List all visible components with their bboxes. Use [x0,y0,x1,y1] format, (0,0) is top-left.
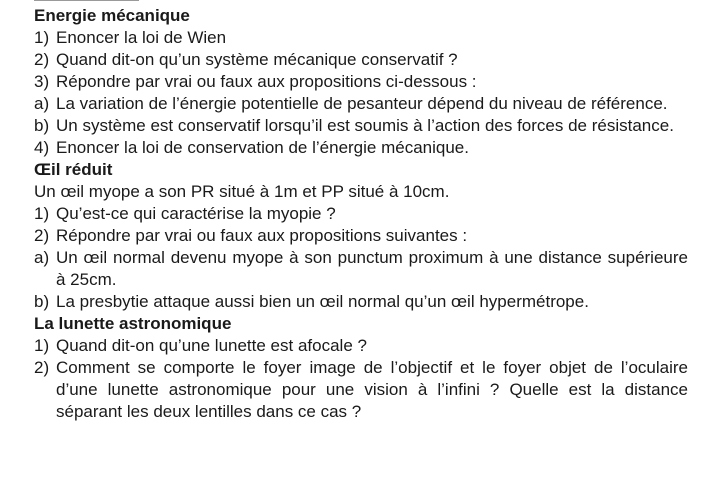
question-number: 2) [34,226,50,245]
question-number: a) [34,248,50,267]
question-number: 1) [34,336,50,355]
top-rule [34,0,139,1]
question-text: Répondre par vrai ou faux aux propositions ci-dessous : [56,72,477,91]
question-text: Enoncer la loi de conservation de l’énergie mécanique. [56,138,469,157]
question-number: b) [34,292,50,311]
question-item [34,291,688,313]
question-number: b) [34,116,50,135]
question-text: Quand dit-on qu’une lunette est afocale ? [56,336,367,355]
section-title-energie-mecanique: Energie mécanique [34,6,190,25]
question-number: 2) [34,358,50,377]
question-number: 1) [34,204,50,223]
question-item [34,225,688,247]
question-item [34,115,688,137]
question-item [34,71,688,93]
question-item [34,93,688,115]
question-item [34,203,688,225]
question-text: La variation de l’énergie potentielle de pesanteur dépend du niveau de référence. [56,94,668,113]
section-intro: Un œil myope a son PR situé à 1m et PP situé à 10cm. [34,182,450,201]
question-number: 1) [34,28,50,47]
question-text: La presbytie attaque aussi bien un œil normal qu’un œil hypermétrope. [56,292,589,311]
question-item [34,335,688,357]
exercise-sheet [34,5,688,423]
section-title-oeil-reduit: Œil réduit [34,160,113,179]
question-text: Quand dit-on qu’un système mécanique conservatif ? [56,50,458,69]
question-text: Qu’est-ce qui caractérise la myopie ? [56,204,336,223]
question-item [34,27,688,49]
question-item [34,247,688,291]
question-item [34,49,688,71]
question-text: Un œil normal devenu myope à son punctum proximum à une distance supérieure à 25cm. [56,248,688,289]
question-number: a) [34,94,50,113]
question-text: Répondre par vrai ou faux aux propositions suivantes : [56,226,468,245]
section-title-lunette-astronomique: La lunette astronomique [34,314,232,333]
question-text: Enoncer la loi de Wien [56,28,227,47]
question-item [34,137,688,159]
question-text: Un système est conservatif lorsqu’il est soumis à l’action des forces de résistance. [56,116,674,135]
question-number: 3) [34,72,50,91]
question-number: 2) [34,50,50,69]
question-item [34,357,688,423]
question-text: Comment se comporte le foyer image de l’objectif et le foyer objet de l’oculaire d’une lunette astronomique pour une vision à l’infini ? Quelle est la distance séparant les deux lentilles dans ce cas ? [56,358,688,421]
question-number: 4) [34,138,50,157]
